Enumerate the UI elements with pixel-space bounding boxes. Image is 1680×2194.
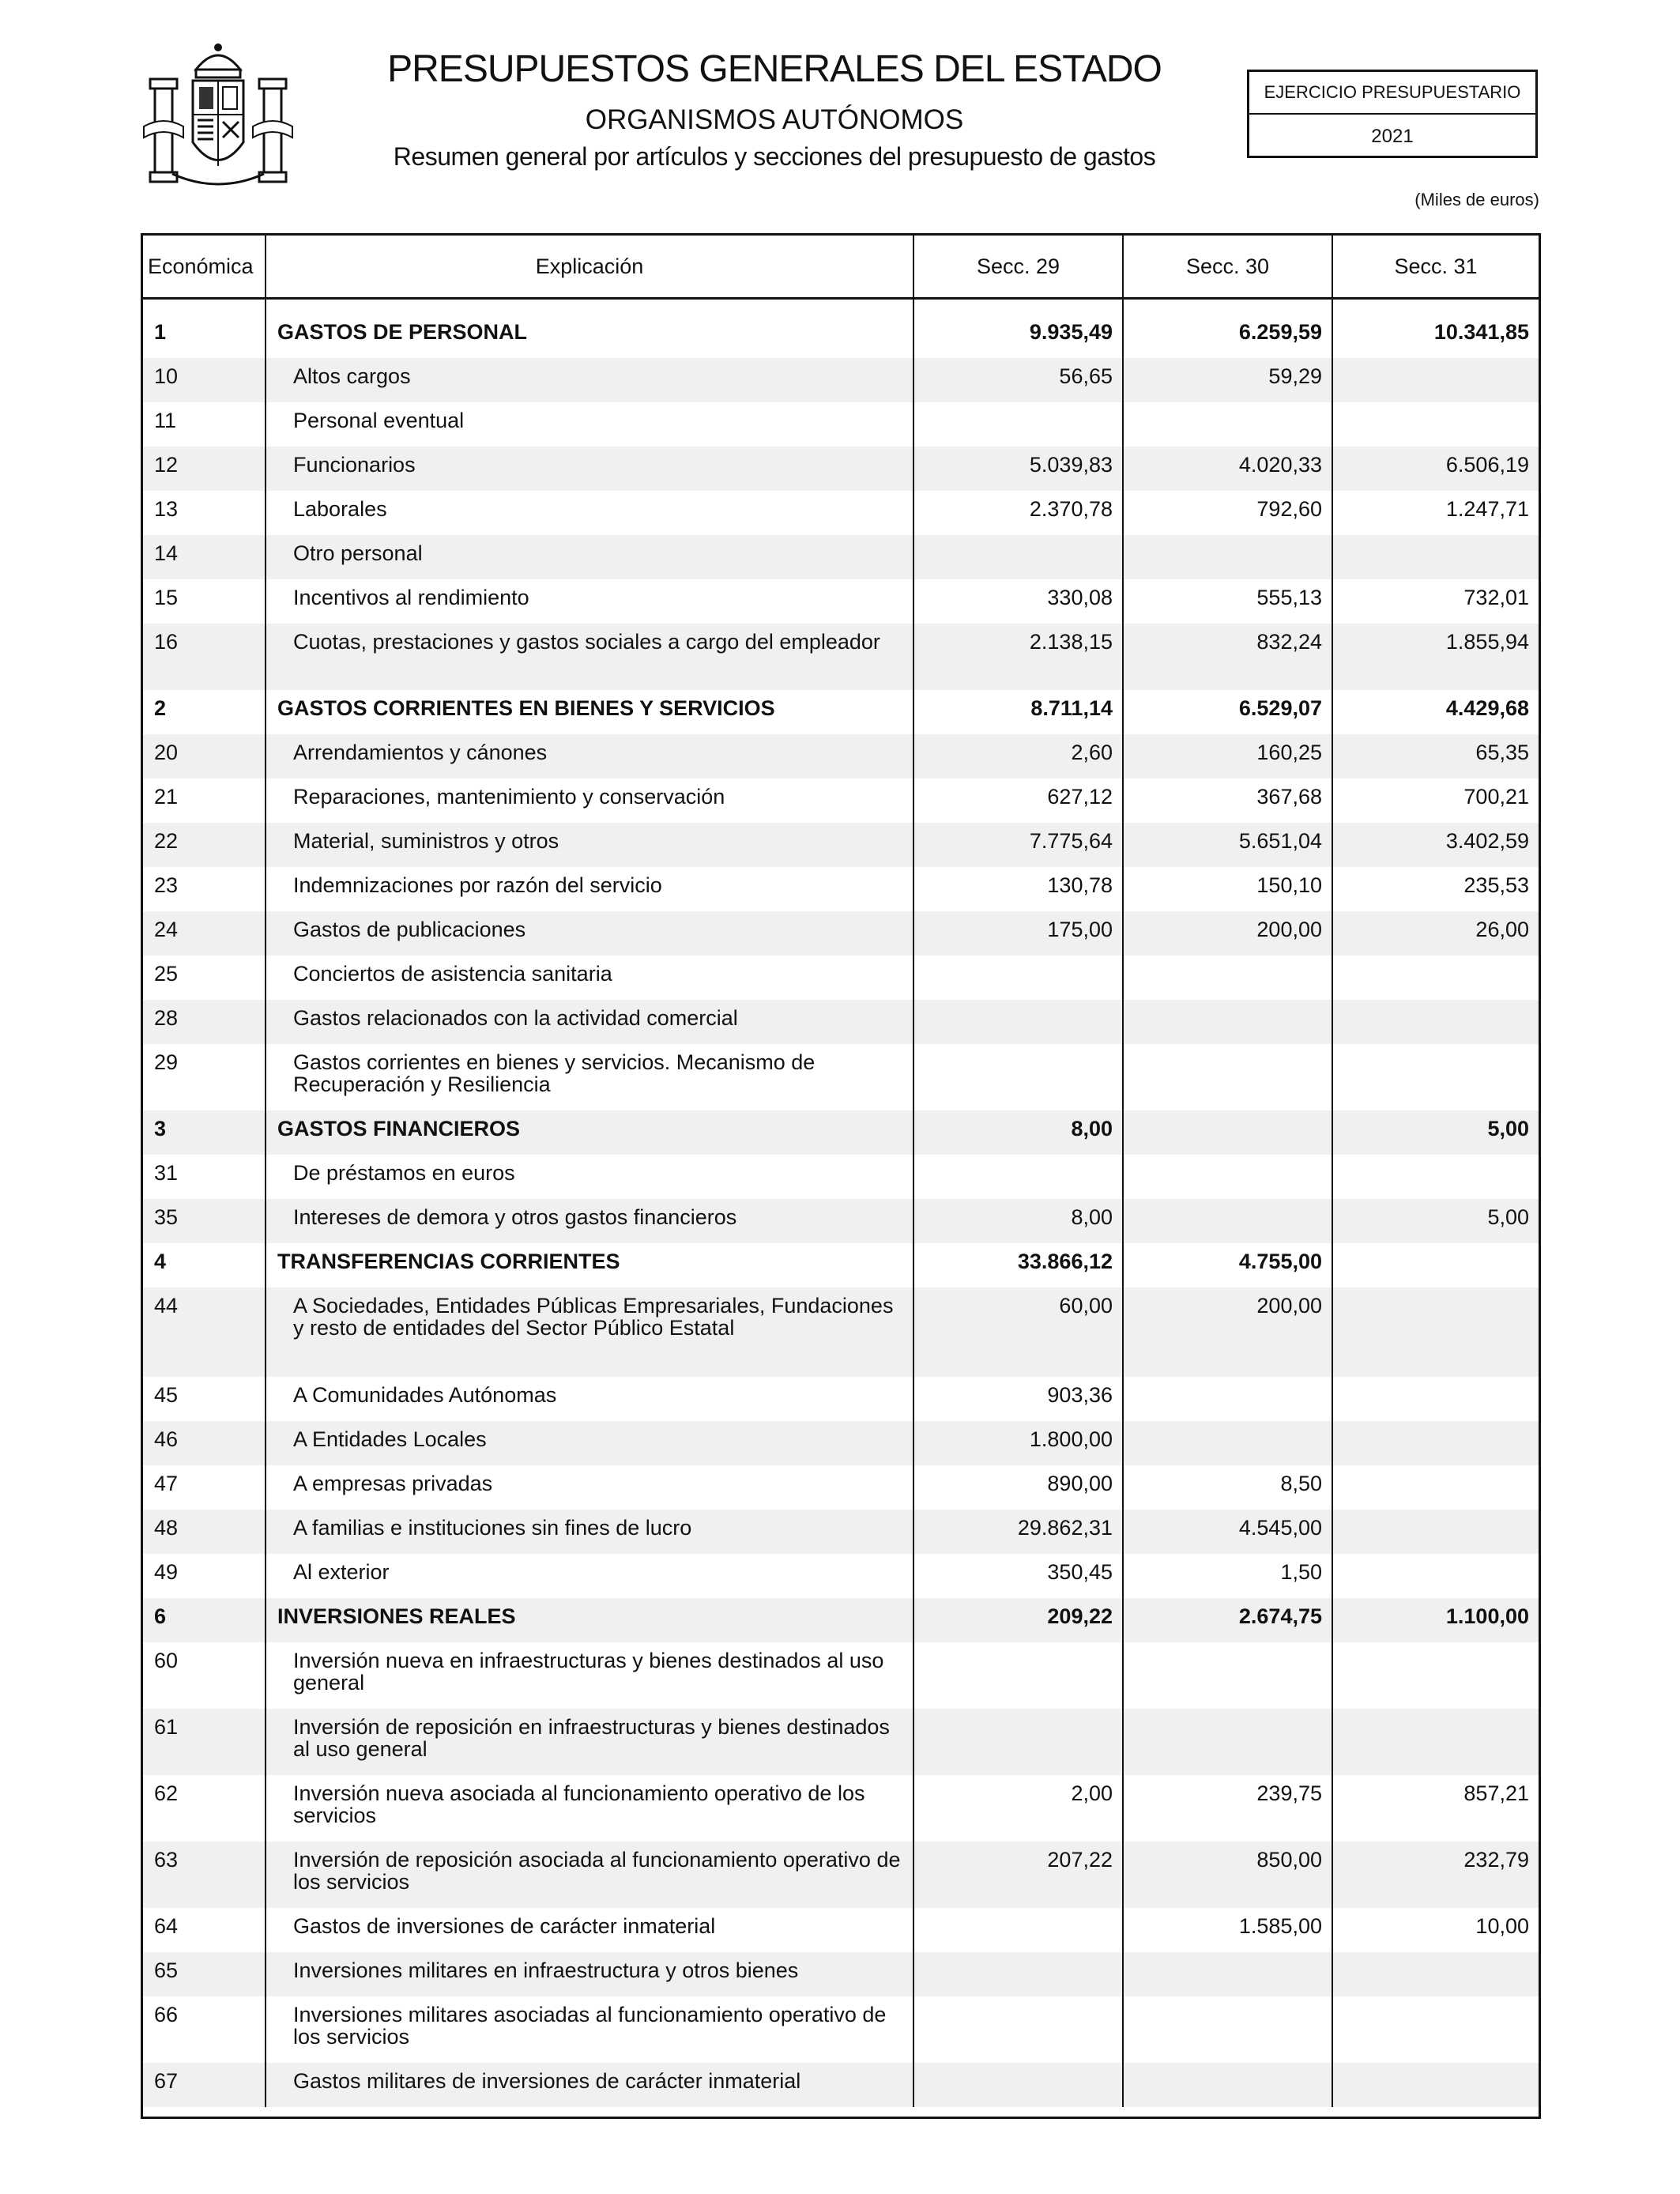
table-row xyxy=(143,624,1539,690)
cell-secc-30: 150,10 xyxy=(1123,867,1332,911)
cell-secc-31 xyxy=(1332,1377,1539,1421)
table-row xyxy=(143,1377,1539,1421)
cell-economica: 14 xyxy=(143,535,266,579)
table-row xyxy=(143,1598,1539,1642)
table-row xyxy=(143,1421,1539,1465)
cell-explicacion: Inversiones militares asociadas al funcionamiento operativo de los servicios xyxy=(266,1996,913,2063)
cell-economica: 48 xyxy=(143,1510,266,1554)
table-row xyxy=(143,823,1539,867)
table-row xyxy=(143,1709,1539,1775)
cell-explicacion: Conciertos de asistencia sanitaria xyxy=(266,956,913,1000)
cell-secc-29: 56,65 xyxy=(913,358,1123,402)
header-explicacion: Explicación xyxy=(266,236,913,299)
cell-secc-31: 235,53 xyxy=(1332,867,1539,911)
cell-secc-29: 627,12 xyxy=(913,778,1123,823)
cell-secc-31: 10.341,85 xyxy=(1332,314,1539,358)
table-row xyxy=(143,447,1539,491)
cell-secc-29 xyxy=(913,1709,1123,1775)
cell-secc-31 xyxy=(1332,1709,1539,1775)
cell-economica: 16 xyxy=(143,624,266,690)
cell-explicacion: Gastos militares de inversiones de carácter inmaterial xyxy=(266,2063,913,2107)
table-row xyxy=(143,1199,1539,1243)
cell-secc-30: 160,25 xyxy=(1123,734,1332,778)
page-description: Resumen general por artículos y secciones del presupuesto de gastos xyxy=(393,142,1156,171)
cell-secc-29 xyxy=(913,535,1123,579)
cell-secc-29: 2,00 xyxy=(913,1775,1123,1842)
cell-secc-31: 700,21 xyxy=(1332,778,1539,823)
cell-explicacion: Otro personal xyxy=(266,535,913,579)
cell-secc-29: 8.711,14 xyxy=(913,690,1123,734)
cell-secc-29: 60,00 xyxy=(913,1287,1123,1377)
cell-secc-30 xyxy=(1123,2063,1332,2107)
table-row xyxy=(143,867,1539,911)
budget-table xyxy=(141,233,1541,2119)
cell-secc-30: 832,24 xyxy=(1123,624,1332,690)
cell-economica: 24 xyxy=(143,911,266,956)
table-row xyxy=(143,2063,1539,2107)
cell-secc-29: 8,00 xyxy=(913,1199,1123,1243)
cell-economica: 63 xyxy=(143,1842,266,1908)
cell-secc-30: 8,50 xyxy=(1123,1465,1332,1510)
cell-economica: 29 xyxy=(154,1050,179,1074)
table-row xyxy=(143,358,1539,402)
cell-secc-31: 3.402,59 xyxy=(1332,823,1539,867)
cell-explicacion: Inversiones militares en infraestructura y otros bienes xyxy=(266,1952,913,1996)
table-row xyxy=(143,778,1539,823)
cell-secc-30: 6.259,59 xyxy=(1123,314,1332,358)
cell-economica: 44 xyxy=(143,1287,266,1377)
cell-secc-31 xyxy=(1332,1044,1539,1110)
cell-secc-29: 350,45 xyxy=(913,1554,1123,1598)
ejercicio-label: EJERCICIO PRESUPUESTARIO xyxy=(1249,72,1535,115)
cell-secc-31 xyxy=(1332,402,1539,447)
cell-explicacion: Laborales xyxy=(266,491,913,535)
table-row xyxy=(143,402,1539,447)
cell-secc-30: 5.651,04 xyxy=(1123,823,1332,867)
cell-explicacion: Arrendamientos y cánones xyxy=(266,734,913,778)
table-body xyxy=(143,299,1539,2108)
cell-secc-29 xyxy=(913,1000,1123,1044)
cell-explicacion: Inversión de reposición asociada al funcionamiento operativo de los servicios xyxy=(266,1842,913,1908)
cell-explicacion: Altos cargos xyxy=(266,358,913,402)
cell-secc-31: 6.506,19 xyxy=(1332,447,1539,491)
cell-explicacion: A Entidades Locales xyxy=(266,1421,913,1465)
cell-secc-31: 5,00 xyxy=(1332,1110,1539,1155)
cell-explicacion: A Sociedades, Entidades Públicas Empresariales, Fundaciones y resto de entidades del Sector Público Estatal xyxy=(266,1287,913,1377)
table-row xyxy=(143,1465,1539,1510)
header-secc-29: Secc. 29 xyxy=(913,236,1123,299)
table-row xyxy=(143,956,1539,1000)
cell-secc-30 xyxy=(1123,1421,1332,1465)
table-row xyxy=(143,535,1539,579)
table-row xyxy=(143,1554,1539,1598)
cell-secc-30: 200,00 xyxy=(1123,1287,1332,1377)
table-row xyxy=(143,1642,1539,1709)
cell-economica: 66 xyxy=(154,2003,179,2026)
cell-secc-30 xyxy=(1123,956,1332,1000)
table-row xyxy=(143,1287,1539,1377)
cell-secc-30 xyxy=(1123,1044,1332,1110)
cell-economica: 11 xyxy=(154,409,177,432)
cell-economica: 65 xyxy=(143,1952,266,1996)
cell-secc-31 xyxy=(1332,1996,1539,2063)
cell-explicacion: Inversión nueva asociada al funcionamiento operativo de los servicios xyxy=(266,1775,913,1842)
cell-explicacion: A Comunidades Autónomas xyxy=(266,1377,913,1421)
cell-secc-31 xyxy=(1332,358,1539,402)
cell-economica: 6 xyxy=(143,1598,266,1642)
cell-secc-31: 5,00 xyxy=(1332,1199,1539,1243)
cell-economica: 35 xyxy=(143,1199,266,1243)
cell-secc-31: 10,00 xyxy=(1332,1908,1539,1952)
cell-secc-31: 1.247,71 xyxy=(1332,491,1539,535)
cell-secc-30: 850,00 xyxy=(1123,1842,1332,1908)
coat-of-arms-icon xyxy=(141,40,296,194)
cell-secc-29: 330,08 xyxy=(913,579,1123,624)
header-secc-30: Secc. 30 xyxy=(1123,236,1332,299)
cell-secc-29: 2,60 xyxy=(913,734,1123,778)
cell-secc-29: 5.039,83 xyxy=(913,447,1123,491)
table-row xyxy=(143,1044,1539,1110)
cell-secc-30: 555,13 xyxy=(1123,579,1332,624)
cell-secc-31: 4.429,68 xyxy=(1332,690,1539,734)
cell-secc-31 xyxy=(1332,1421,1539,1465)
cell-secc-30 xyxy=(1123,1377,1332,1421)
cell-secc-29: 8,00 xyxy=(913,1110,1123,1155)
cell-explicacion: GASTOS FINANCIEROS xyxy=(266,1110,913,1155)
cell-economica: 64 xyxy=(154,1914,179,1938)
cell-secc-31 xyxy=(1332,2063,1539,2107)
cell-explicacion: GASTOS DE PERSONAL xyxy=(266,314,913,358)
cell-secc-31: 1.855,94 xyxy=(1332,624,1539,690)
cell-explicacion: Cuotas, prestaciones y gastos sociales a cargo del empleador xyxy=(266,624,913,690)
cell-explicacion: Reparaciones, mantenimiento y conservación xyxy=(266,778,913,823)
cell-secc-30: 4.020,33 xyxy=(1123,447,1332,491)
cell-secc-29: 207,22 xyxy=(913,1842,1123,1908)
cell-economica: 20 xyxy=(143,734,266,778)
cell-economica: 13 xyxy=(154,497,179,521)
cell-explicacion: Gastos corrientes en bienes y servicios. Mecanismo de Recuperación y Resiliencia xyxy=(266,1044,913,1110)
cell-secc-30: 2.674,75 xyxy=(1123,1598,1332,1642)
ejercicio-year: 2021 xyxy=(1371,125,1414,147)
cell-secc-29 xyxy=(913,1642,1123,1709)
cell-economica: 49 xyxy=(154,1560,179,1584)
table-row xyxy=(143,1996,1539,2063)
cell-economica: 15 xyxy=(154,586,179,609)
cell-secc-29 xyxy=(913,956,1123,1000)
cell-secc-31 xyxy=(1332,1243,1539,1287)
cell-secc-31: 65,35 xyxy=(1332,734,1539,778)
cell-secc-29: 1.800,00 xyxy=(913,1421,1123,1465)
table-row xyxy=(143,690,1539,734)
cell-secc-30: 4.545,00 xyxy=(1123,1510,1332,1554)
cell-secc-31: 232,79 xyxy=(1332,1842,1539,1908)
cell-economica: 25 xyxy=(154,962,179,986)
cell-economica: 22 xyxy=(143,823,266,867)
cell-secc-31 xyxy=(1332,535,1539,579)
cell-explicacion: Inversión nueva en infraestructuras y bienes destinados al uso general xyxy=(266,1642,913,1709)
cell-secc-30: 792,60 xyxy=(1123,491,1332,535)
cell-secc-29: 175,00 xyxy=(913,911,1123,956)
cell-secc-29: 9.935,49 xyxy=(913,314,1123,358)
table-row xyxy=(143,579,1539,624)
cell-secc-29 xyxy=(913,402,1123,447)
table-row xyxy=(143,1908,1539,1952)
cell-explicacion: A familias e instituciones sin fines de lucro xyxy=(266,1510,913,1554)
cell-secc-31: 732,01 xyxy=(1332,579,1539,624)
units-note: (Miles de euros) xyxy=(1414,190,1539,209)
cell-secc-30: 4.755,00 xyxy=(1123,1243,1332,1287)
cell-secc-30 xyxy=(1123,1155,1332,1199)
cell-explicacion: Inversión de reposición en infraestructuras y bienes destinados al uso general xyxy=(266,1709,913,1775)
cell-explicacion: Material, suministros y otros xyxy=(266,823,913,867)
table-row xyxy=(143,1155,1539,1199)
header-secc-31: Secc. 31 xyxy=(1332,236,1539,299)
cell-secc-30 xyxy=(1123,1952,1332,1996)
cell-explicacion: INVERSIONES REALES xyxy=(266,1598,913,1642)
cell-secc-29: 130,78 xyxy=(913,867,1123,911)
cell-explicacion: TRANSFERENCIAS CORRIENTES xyxy=(266,1243,913,1287)
cell-secc-29: 29.862,31 xyxy=(913,1510,1123,1554)
cell-secc-29: 903,36 xyxy=(913,1377,1123,1421)
cell-economica: 62 xyxy=(154,1781,179,1805)
cell-economica: 3 xyxy=(143,1110,266,1155)
cell-secc-31 xyxy=(1332,1465,1539,1510)
cell-secc-31 xyxy=(1332,1952,1539,1996)
cell-secc-31 xyxy=(1332,1642,1539,1709)
cell-economica: 46 xyxy=(143,1421,266,1465)
table-header-row xyxy=(143,236,1539,299)
cell-explicacion: Gastos de publicaciones xyxy=(266,911,913,956)
header-economica: Económica xyxy=(143,236,266,299)
cell-secc-30: 6.529,07 xyxy=(1123,690,1332,734)
cell-secc-30 xyxy=(1123,1110,1332,1155)
cell-secc-30 xyxy=(1123,1996,1332,2063)
cell-secc-31 xyxy=(1332,1155,1539,1199)
cell-secc-30 xyxy=(1123,535,1332,579)
cell-secc-29 xyxy=(913,1952,1123,1996)
cell-secc-30: 367,68 xyxy=(1123,778,1332,823)
cell-secc-30 xyxy=(1123,1199,1332,1243)
cell-secc-30 xyxy=(1123,402,1332,447)
cell-secc-29: 2.138,15 xyxy=(913,624,1123,690)
cell-secc-31 xyxy=(1332,1510,1539,1554)
cell-secc-29: 2.370,78 xyxy=(913,491,1123,535)
cell-secc-31: 26,00 xyxy=(1332,911,1539,956)
cell-economica: 23 xyxy=(154,873,179,897)
cell-secc-29: 33.866,12 xyxy=(913,1243,1123,1287)
table-row xyxy=(143,911,1539,956)
page-title: PRESUPUESTOS GENERALES DEL ESTADO xyxy=(387,48,1162,90)
cell-secc-30: 1.585,00 xyxy=(1123,1908,1332,1952)
cell-secc-29 xyxy=(913,1044,1123,1110)
cell-secc-30: 239,75 xyxy=(1123,1775,1332,1842)
cell-secc-29: 209,22 xyxy=(913,1598,1123,1642)
cell-economica: 60 xyxy=(154,1649,179,1672)
cell-economica: 10 xyxy=(143,358,266,402)
cell-explicacion: De préstamos en euros xyxy=(266,1155,913,1199)
ejercicio-box xyxy=(1247,70,1538,158)
cell-economica: 1 xyxy=(154,320,167,344)
cell-explicacion: Al exterior xyxy=(266,1554,913,1598)
cell-explicacion: Intereses de demora y otros gastos financieros xyxy=(266,1199,913,1243)
table-row xyxy=(143,314,1539,358)
cell-secc-29: 890,00 xyxy=(913,1465,1123,1510)
cell-economica: 21 xyxy=(154,785,179,809)
cell-secc-29 xyxy=(913,1155,1123,1199)
cell-explicacion: Indemnizaciones por razón del servicio xyxy=(266,867,913,911)
cell-secc-29 xyxy=(913,2063,1123,2107)
cell-secc-31 xyxy=(1332,956,1539,1000)
cell-explicacion: Incentivos al rendimiento xyxy=(266,579,913,624)
cell-secc-30: 59,29 xyxy=(1123,358,1332,402)
cell-secc-30 xyxy=(1123,1642,1332,1709)
page-subtitle: ORGANISMOS AUTÓNOMOS xyxy=(585,104,964,135)
cell-secc-30 xyxy=(1123,1000,1332,1044)
cell-explicacion: Gastos de inversiones de carácter inmaterial xyxy=(266,1908,913,1952)
cell-explicacion: Personal eventual xyxy=(266,402,913,447)
cell-economica: 45 xyxy=(154,1383,179,1407)
cell-explicacion: Gastos relacionados con la actividad comercial xyxy=(266,1000,913,1044)
table-row xyxy=(143,1000,1539,1044)
table-row xyxy=(143,1952,1539,1996)
table-spacer xyxy=(143,299,1539,315)
table-row xyxy=(143,1243,1539,1287)
cell-secc-30: 1,50 xyxy=(1123,1554,1332,1598)
cell-economica: 28 xyxy=(143,1000,266,1044)
cell-economica: 31 xyxy=(154,1161,179,1185)
cell-secc-30 xyxy=(1123,1709,1332,1775)
cell-secc-31: 857,21 xyxy=(1332,1775,1539,1842)
cell-explicacion: GASTOS CORRIENTES EN BIENES Y SERVICIOS xyxy=(266,690,913,734)
table-row xyxy=(143,734,1539,778)
table-row xyxy=(143,1510,1539,1554)
cell-secc-31 xyxy=(1332,1000,1539,1044)
coat-of-arms-logo xyxy=(141,40,296,194)
cell-secc-29 xyxy=(913,1996,1123,2063)
cell-secc-30: 200,00 xyxy=(1123,911,1332,956)
cell-economica: 61 xyxy=(143,1709,266,1775)
cell-explicacion: A empresas privadas xyxy=(266,1465,913,1510)
table-row xyxy=(143,1842,1539,1908)
cell-economica: 12 xyxy=(143,447,266,491)
table-row xyxy=(143,491,1539,535)
table-row xyxy=(143,1110,1539,1155)
cell-explicacion: Funcionarios xyxy=(266,447,913,491)
cell-economica: 4 xyxy=(154,1250,167,1273)
cell-secc-31: 1.100,00 xyxy=(1332,1598,1539,1642)
cell-secc-31 xyxy=(1332,1287,1539,1377)
table-row xyxy=(143,1775,1539,1842)
cell-economica: 67 xyxy=(143,2063,266,2107)
cell-economica: 2 xyxy=(154,696,167,720)
cell-secc-31 xyxy=(1332,1554,1539,1598)
cell-secc-29: 7.775,64 xyxy=(913,823,1123,867)
cell-economica: 47 xyxy=(154,1472,179,1495)
cell-secc-29 xyxy=(913,1908,1123,1952)
